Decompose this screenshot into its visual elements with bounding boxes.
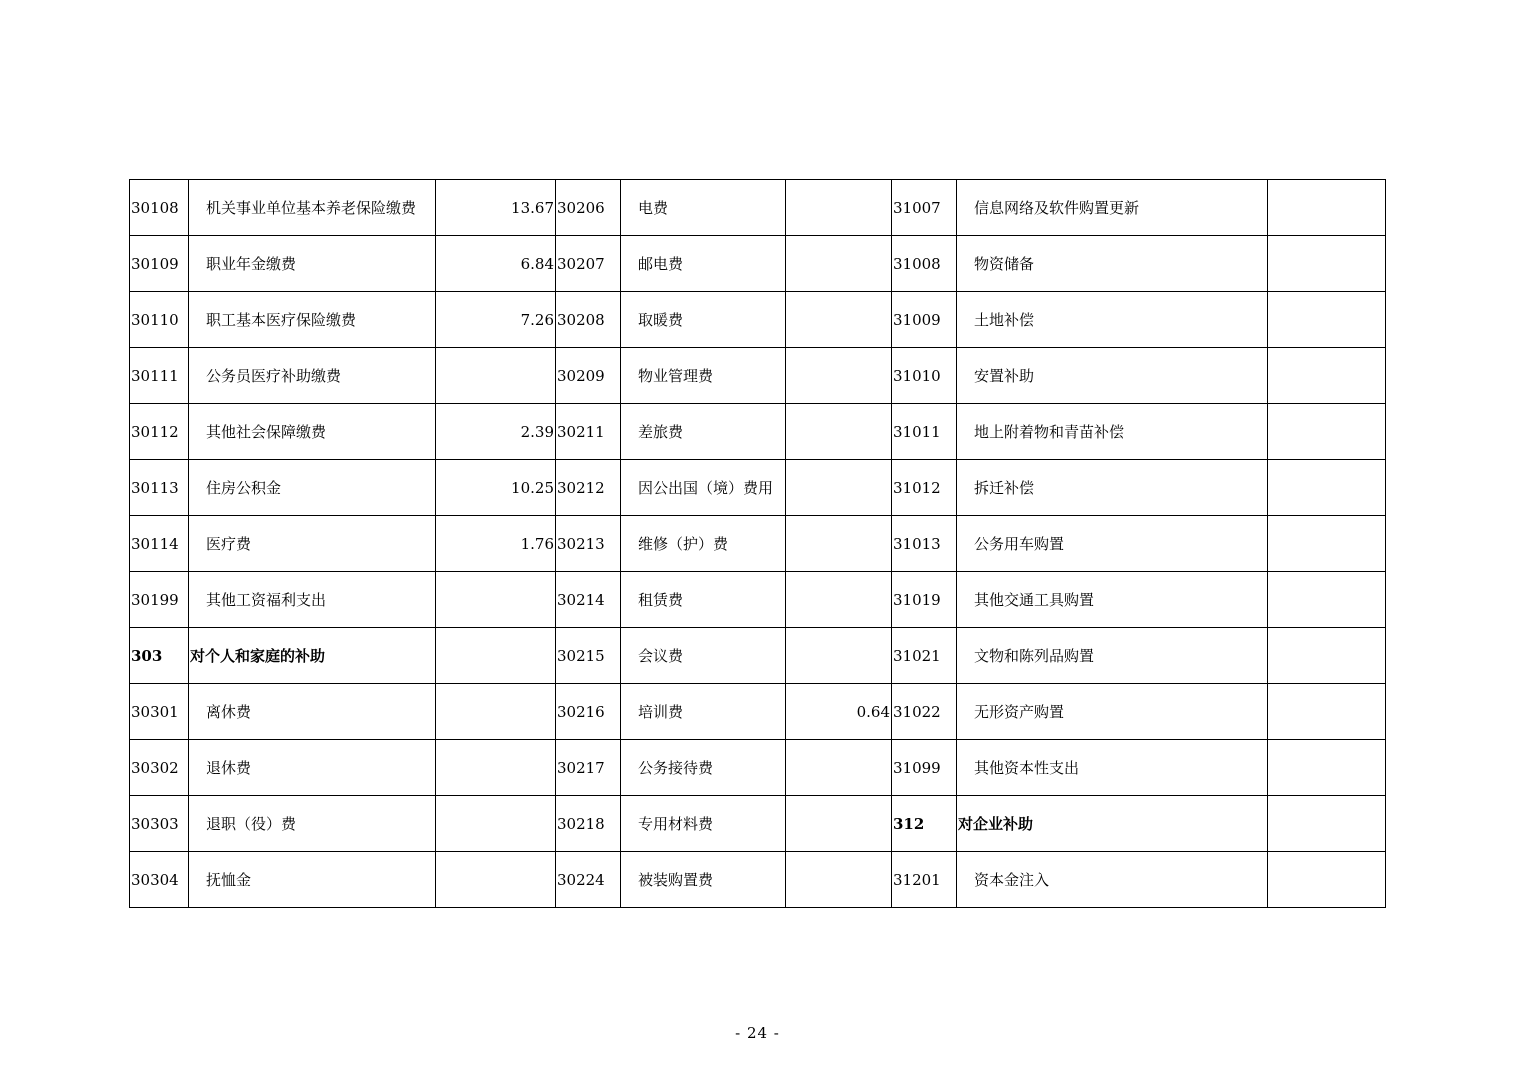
item-code-cell: 31007 — [892, 180, 957, 236]
amount-cell — [436, 852, 556, 908]
item-code-cell: 31021 — [892, 628, 957, 684]
item-code-cell: 30109 — [130, 236, 189, 292]
table-row — [130, 796, 1386, 852]
amount-cell — [786, 292, 892, 348]
item-code-cell: 30304 — [130, 852, 189, 908]
item-code-cell: 30212 — [556, 460, 621, 516]
item-name-cell: 土地补偿 — [957, 292, 1268, 348]
table-row — [130, 236, 1386, 292]
amount-cell — [786, 516, 892, 572]
item-code-cell: 30111 — [130, 348, 189, 404]
item-name-cell: 会议费 — [621, 628, 786, 684]
table-row — [130, 516, 1386, 572]
amount-cell — [786, 404, 892, 460]
item-code-cell: 30224 — [556, 852, 621, 908]
amount-cell — [436, 796, 556, 852]
item-code-cell: 30214 — [556, 572, 621, 628]
item-code-cell: 31010 — [892, 348, 957, 404]
amount-cell — [436, 684, 556, 740]
item-name-cell: 地上附着物和青苗补偿 — [957, 404, 1268, 460]
item-code-cell: 30206 — [556, 180, 621, 236]
item-code-cell: 31099 — [892, 740, 957, 796]
item-name-cell: 公务员医疗补助缴费 — [189, 348, 436, 404]
amount-cell — [786, 740, 892, 796]
table-row — [130, 292, 1386, 348]
amount-cell — [1268, 460, 1386, 516]
amount-cell — [1268, 740, 1386, 796]
item-name-cell: 差旅费 — [621, 404, 786, 460]
amount-cell — [436, 572, 556, 628]
amount-cell: 6.84 — [436, 236, 556, 292]
item-code-cell: 30112 — [130, 404, 189, 460]
amount-cell — [1268, 404, 1386, 460]
item-code-cell: 30218 — [556, 796, 621, 852]
item-code-cell: 30301 — [130, 684, 189, 740]
item-name-cell: 离休费 — [189, 684, 436, 740]
item-code-cell: 312 — [892, 796, 957, 852]
amount-cell: 0.64 — [786, 684, 892, 740]
amount-cell: 10.25 — [436, 460, 556, 516]
amount-cell — [436, 628, 556, 684]
item-code-cell: 31022 — [892, 684, 957, 740]
item-code-cell: 31012 — [892, 460, 957, 516]
item-code-cell: 31008 — [892, 236, 957, 292]
item-name-cell: 维修（护）费 — [621, 516, 786, 572]
item-name-cell: 对个人和家庭的补助 — [189, 628, 436, 684]
table-row — [130, 628, 1386, 684]
table-row — [130, 348, 1386, 404]
amount-cell — [1268, 796, 1386, 852]
item-name-cell: 物资储备 — [957, 236, 1268, 292]
amount-cell: 13.67 — [436, 180, 556, 236]
table-body — [130, 180, 1386, 908]
item-name-cell: 其他资本性支出 — [957, 740, 1268, 796]
item-code-cell: 30211 — [556, 404, 621, 460]
amount-cell — [1268, 572, 1386, 628]
item-name-cell: 培训费 — [621, 684, 786, 740]
amount-cell — [436, 740, 556, 796]
item-code-cell: 30302 — [130, 740, 189, 796]
amount-cell — [1268, 852, 1386, 908]
item-name-cell: 信息网络及软件购置更新 — [957, 180, 1268, 236]
item-name-cell: 退职（役）费 — [189, 796, 436, 852]
amount-cell — [786, 348, 892, 404]
item-name-cell: 被装购置费 — [621, 852, 786, 908]
item-name-cell: 职业年金缴费 — [189, 236, 436, 292]
item-name-cell: 住房公积金 — [189, 460, 436, 516]
item-code-cell: 30217 — [556, 740, 621, 796]
item-code-cell: 303 — [130, 628, 189, 684]
item-name-cell: 拆迁补偿 — [957, 460, 1268, 516]
item-name-cell: 邮电费 — [621, 236, 786, 292]
amount-cell — [1268, 180, 1386, 236]
amount-cell — [1268, 516, 1386, 572]
table-row — [130, 180, 1386, 236]
item-code-cell: 30213 — [556, 516, 621, 572]
item-code-cell: 30207 — [556, 236, 621, 292]
item-code-cell: 30215 — [556, 628, 621, 684]
item-code-cell: 31019 — [892, 572, 957, 628]
amount-cell — [1268, 292, 1386, 348]
item-code-cell: 30108 — [130, 180, 189, 236]
item-name-cell: 公务用车购置 — [957, 516, 1268, 572]
item-name-cell: 文物和陈列品购置 — [957, 628, 1268, 684]
item-name-cell: 专用材料费 — [621, 796, 786, 852]
table-row — [130, 460, 1386, 516]
table-row — [130, 852, 1386, 908]
item-code-cell: 30113 — [130, 460, 189, 516]
item-name-cell: 取暖费 — [621, 292, 786, 348]
amount-cell — [786, 460, 892, 516]
item-code-cell: 30199 — [130, 572, 189, 628]
budget-table — [129, 179, 1386, 908]
table-row — [130, 404, 1386, 460]
table-row — [130, 684, 1386, 740]
item-name-cell: 无形资产购置 — [957, 684, 1268, 740]
item-name-cell: 电费 — [621, 180, 786, 236]
amount-cell — [436, 348, 556, 404]
item-name-cell: 退休费 — [189, 740, 436, 796]
item-code-cell: 30208 — [556, 292, 621, 348]
item-name-cell: 物业管理费 — [621, 348, 786, 404]
item-code-cell: 31011 — [892, 404, 957, 460]
item-code-cell: 30209 — [556, 348, 621, 404]
item-code-cell: 30114 — [130, 516, 189, 572]
item-code-cell: 30110 — [130, 292, 189, 348]
item-name-cell: 对企业补助 — [957, 796, 1268, 852]
item-name-cell: 其他社会保障缴费 — [189, 404, 436, 460]
amount-cell — [786, 236, 892, 292]
item-code-cell: 31009 — [892, 292, 957, 348]
item-name-cell: 医疗费 — [189, 516, 436, 572]
item-code-cell: 30303 — [130, 796, 189, 852]
amount-cell — [786, 628, 892, 684]
amount-cell — [1268, 684, 1386, 740]
item-name-cell: 其他工资福利支出 — [189, 572, 436, 628]
page-number: - 24 - — [735, 1024, 780, 1042]
item-name-cell: 资本金注入 — [957, 852, 1268, 908]
item-name-cell: 抚恤金 — [189, 852, 436, 908]
item-code-cell: 30216 — [556, 684, 621, 740]
amount-cell — [786, 852, 892, 908]
amount-cell: 2.39 — [436, 404, 556, 460]
item-name-cell: 公务接待费 — [621, 740, 786, 796]
item-name-cell: 租赁费 — [621, 572, 786, 628]
table-row — [130, 740, 1386, 796]
item-code-cell: 31013 — [892, 516, 957, 572]
item-name-cell: 因公出国（境）费用 — [621, 460, 786, 516]
item-name-cell: 职工基本医疗保险缴费 — [189, 292, 436, 348]
amount-cell: 1.76 — [436, 516, 556, 572]
amount-cell — [786, 180, 892, 236]
table-row — [130, 572, 1386, 628]
amount-cell — [1268, 348, 1386, 404]
amount-cell — [1268, 628, 1386, 684]
item-code-cell: 31201 — [892, 852, 957, 908]
item-name-cell: 机关事业单位基本养老保险缴费 — [189, 180, 436, 236]
amount-cell — [1268, 236, 1386, 292]
item-name-cell: 其他交通工具购置 — [957, 572, 1268, 628]
amount-cell — [786, 572, 892, 628]
amount-cell: 7.26 — [436, 292, 556, 348]
item-name-cell: 安置补助 — [957, 348, 1268, 404]
amount-cell — [786, 796, 892, 852]
